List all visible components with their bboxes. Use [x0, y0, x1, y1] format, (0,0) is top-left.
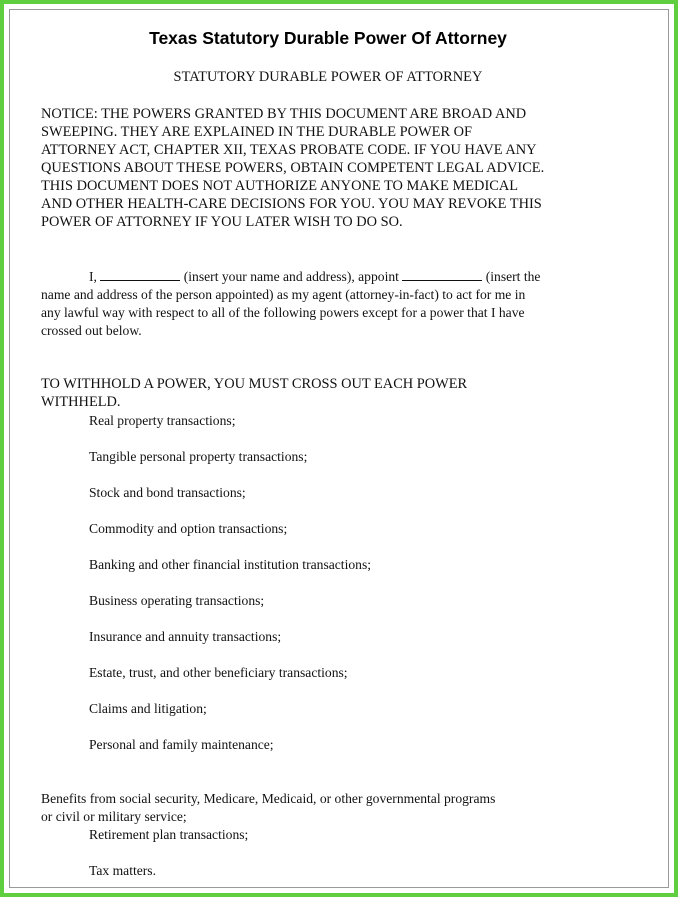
agent-name-blank[interactable] — [402, 268, 482, 281]
appointment-start: I, — [89, 269, 97, 284]
document-title: Texas Statutory Durable Power Of Attorney — [149, 28, 507, 48]
benefits-line — [41, 772, 615, 808]
benefits-line-text: Benefits from social security, Medicare, Medicaid, or other governmental programs — [41, 791, 496, 806]
notice-line: THIS DOCUMENT DOES NOT AUTHORIZE ANYONE TO MAKE MEDICAL — [41, 178, 519, 194]
withhold-instruction — [41, 357, 615, 411]
power-item-tangible-property: Tangible personal property transactions; — [89, 449, 308, 464]
notice-line: AND OTHER HEALTH-CARE DECISIONS FOR YOU. YOU MAY REVOKE THIS — [41, 196, 542, 212]
benefits-line: or civil or military service; — [41, 809, 187, 824]
appointment-text: (insert the — [485, 269, 541, 284]
document-subtitle: STATUTORY DURABLE POWER OF ATTORNEY — [173, 69, 483, 85]
withhold-line-text: TO WITHHOLD A POWER, YOU MUST CROSS OUT EACH POWER — [41, 376, 468, 392]
notice-paragraph — [41, 105, 615, 231]
principal-name-blank[interactable] — [100, 268, 180, 281]
power-item-banking: Banking and other financial institution transactions; — [89, 557, 372, 572]
power-item-business-operating: Business operating transactions; — [89, 593, 265, 608]
notice-line: NOTICE: THE POWERS GRANTED BY THIS DOCUMENT ARE BROAD AND — [41, 106, 527, 122]
withhold-line — [41, 357, 615, 393]
power-item-personal-family: Personal and family maintenance; — [89, 737, 274, 752]
power-item-real-property: Real property transactions; — [89, 413, 236, 428]
power-item-benefits — [41, 772, 615, 826]
power-item-estate-trust: Estate, trust, and other beneficiary transactions; — [89, 665, 348, 680]
power-item-commodity-option: Commodity and option transactions; — [89, 521, 288, 536]
power-item-stock-bond: Stock and bond transactions; — [89, 485, 246, 500]
appointment-line-1 — [41, 268, 615, 286]
notice-line: QUESTIONS ABOUT THESE POWERS, OBTAIN COMPETENT LEGAL ADVICE. — [41, 160, 545, 176]
withhold-line: WITHHELD. — [41, 394, 121, 410]
appointment-text: (insert your name and address), appoint — [183, 269, 399, 284]
notice-line: SWEEPING. THEY ARE EXPLAINED IN THE DURABLE POWER OF — [41, 124, 473, 140]
power-item-retirement-plan: Retirement plan transactions; — [89, 827, 249, 842]
power-item-insurance-annuity: Insurance and annuity transactions; — [89, 629, 282, 644]
document-page — [9, 9, 669, 888]
appointment-paragraph — [41, 268, 615, 340]
notice-line: ATTORNEY ACT, CHAPTER XII, TEXAS PROBATE CODE. IF YOU HAVE ANY — [41, 142, 537, 158]
appointment-line-4: crossed out below. — [41, 323, 142, 338]
notice-line: POWER OF ATTORNEY IF YOU LATER WISH TO DO SO. — [41, 214, 403, 230]
appointment-line-2: name and address of the person appointed) as my agent (attorney-in-fact) to act for me in — [41, 287, 526, 302]
appointment-line-3: any lawful way with respect to all of the following powers except for a power that I have — [41, 305, 525, 320]
power-item-tax-matters: Tax matters. — [89, 863, 156, 878]
power-item-claims-litigation: Claims and litigation; — [89, 701, 207, 716]
